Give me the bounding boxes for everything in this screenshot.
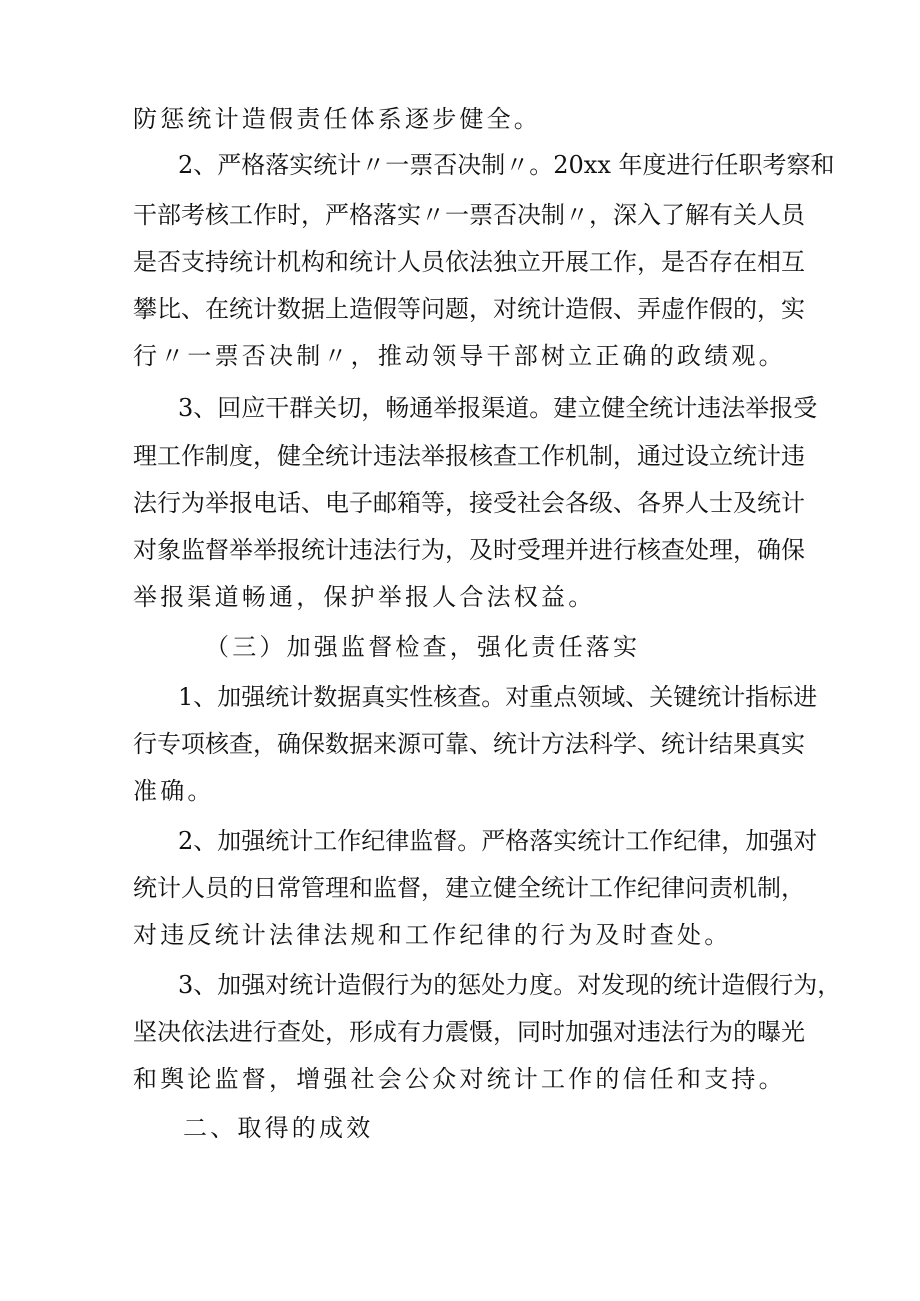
- text-line: 防惩统计造假责任体系逐步健全。: [133, 105, 541, 133]
- text-line: 干部考核工作时，严格落实〃一票否决制〃，深入了解有关人员: [133, 201, 805, 229]
- section-heading: （三）加强监督检查，强化责任落实: [205, 633, 641, 661]
- text-line: 对违反统计法律法规和工作纪律的行为及时查处。: [133, 921, 732, 949]
- paragraph-first-line: 2、严格落实统计〃一票否决制〃。20xx 年度进行任职考察和: [178, 151, 835, 179]
- paragraph-first-line: 3、加强对统计造假行为的惩处力度。对发现的统计造假行为，: [178, 971, 842, 999]
- text-line: 统计人员的日常管理和监督，建立健全统计工作纪律问责机制，: [133, 874, 805, 902]
- text-line: 行〃一票否决制〃，推动领导干部树立正确的政绩观。: [133, 342, 786, 370]
- text-line: 法行为举报电话、电子邮箱等，接受社会各级、各界人士及统计: [133, 489, 805, 517]
- section-heading: 二、取得的成效: [183, 1114, 374, 1142]
- text-line: 理工作制度，健全统计违法举报核查工作机制，通过设立统计违: [133, 442, 805, 470]
- paragraph-first-line: 2、加强统计工作纪律监督。严格落实统计工作纪律，加强对: [178, 827, 818, 855]
- paragraph-first-line: 3、回应干群关切，畅通举报渠道。建立健全统计违法举报受: [178, 394, 818, 422]
- text-line: 攀比、在统计数据上造假等问题，对统计造假、弄虚作假的，实: [133, 295, 805, 323]
- text-line: 准确。: [133, 777, 215, 805]
- text-line: 举报渠道畅通，保护举报人合法权益。: [133, 583, 596, 611]
- text-line: 是否支持统计机构和统计人员依法独立开展工作，是否存在相互: [133, 248, 805, 276]
- paragraph-first-line: 1、加强统计数据真实性核查。对重点领域、关键统计指标进: [178, 683, 818, 711]
- text-line: 和舆论监督，增强社会公众对统计工作的信任和支持。: [133, 1065, 786, 1093]
- text-line: 对象监督举举报统计违法行为，及时受理并进行核查处理，确保: [133, 536, 805, 564]
- text-line: 行专项核查，确保数据来源可靠、统计方法科学、统计结果真实: [133, 730, 805, 758]
- text-line: 坚决依法进行查处，形成有力震慑，同时加强对违法行为的曝光: [133, 1018, 805, 1046]
